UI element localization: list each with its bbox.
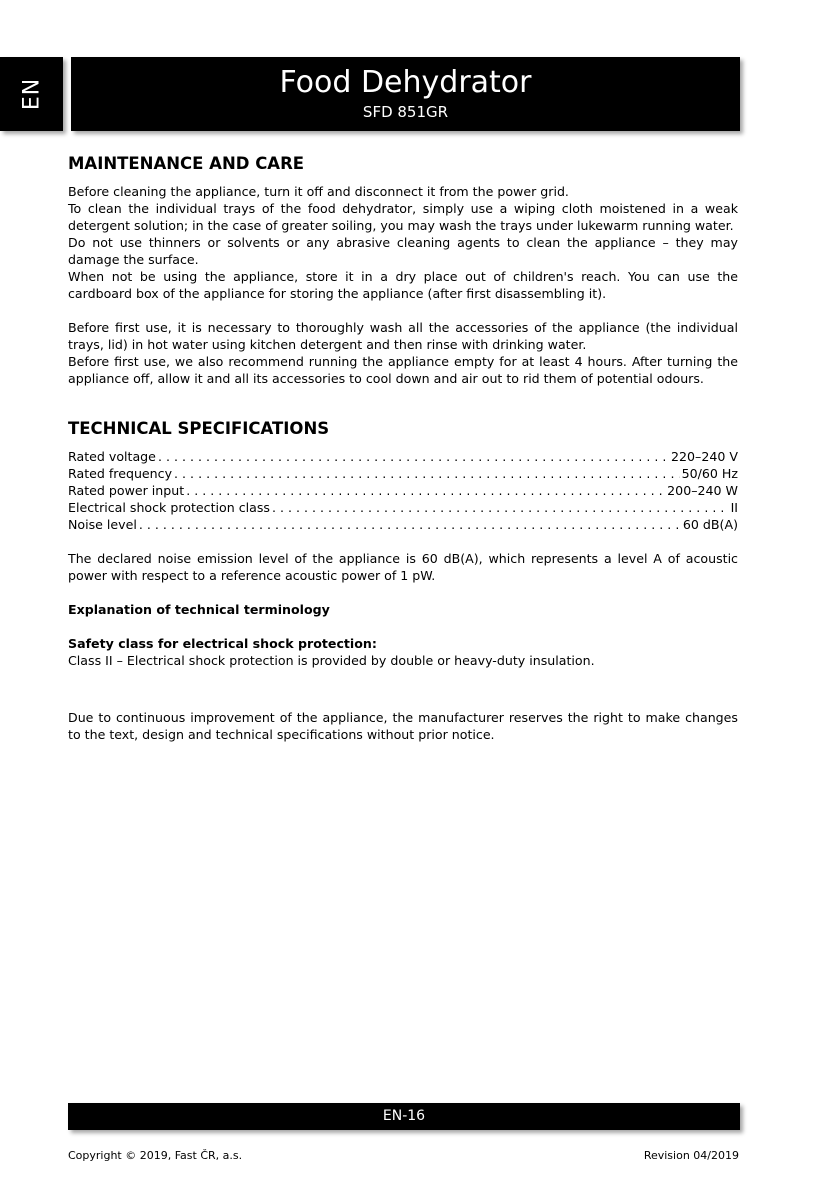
- safety-class-heading: Safety class for electrical shock protection:: [68, 636, 377, 651]
- page-title: Food Dehydrator: [279, 65, 532, 100]
- maintenance-paragraph: To clean the individual trays of the food dehydrator, simply use a wiping cloth moistened in a weak detergent solution; in the case of greater soiling, you may wash the trays under lukewarm running water.: [68, 201, 738, 233]
- noise-note: The declared noise emission level of the appliance is 60 dB(A), which represents a level A of acoustic power with respect to a reference acoustic power of 1 pW.: [68, 551, 738, 583]
- spec-row: [68, 499, 738, 516]
- spec-row: [68, 448, 738, 465]
- model-number: SFD 851GR: [362, 103, 449, 121]
- spec-label: Rated power input: [68, 483, 185, 498]
- spec-value: 200–240 W: [667, 483, 738, 498]
- content: [68, 153, 738, 743]
- spec-value: 220–240 V: [671, 449, 738, 464]
- maintenance-paragraph: Before first use, it is necessary to thoroughly wash all the accessories of the appliance (the individual trays, lid) in hot water using kitchen detergent and then rinse with drinking water.: [68, 320, 738, 352]
- header-bar: [71, 57, 740, 131]
- spec-label: Rated voltage: [68, 449, 156, 464]
- spec-value: 60 dB(A): [682, 517, 738, 532]
- spec-value: II: [730, 500, 738, 515]
- language-tab: [0, 57, 63, 131]
- spec-row: [68, 465, 738, 482]
- language-label: EN: [19, 77, 44, 111]
- spec-value: 50/60 Hz: [681, 466, 738, 481]
- spec-label: Noise level: [68, 517, 137, 532]
- spec-label: Electrical shock protection class: [68, 500, 270, 515]
- revision: Revision 04/2019: [643, 1149, 739, 1162]
- maintenance-paragraph: Before cleaning the appliance, turn it off and disconnect it from the power grid.: [68, 184, 569, 199]
- maintenance-paragraph: When not be using the appliance, store it in a dry place out of children's reach. You can use the cardboard box of the appliance for storing the appliance (after first disassembling it).: [68, 269, 738, 301]
- disclaimer: Due to continuous improvement of the appliance, the manufacturer reserves the right to make changes to the text, design and technical specifications without prior notice.: [68, 710, 738, 742]
- copyright: Copyright © 2019, Fast ČR, a.s.: [68, 1149, 243, 1162]
- safety-class-text: Class II – Electrical shock protection is provided by double or heavy-duty insulation.: [68, 653, 595, 668]
- maintenance-paragraph: Do not use thinners or solvents or any abrasive cleaning agents to clean the appliance – they may damage the surface.: [68, 235, 738, 267]
- specs-heading: TECHNICAL SPECIFICATIONS: [68, 419, 330, 438]
- maintenance-heading: MAINTENANCE AND CARE: [68, 154, 305, 173]
- maintenance-paragraph: Before first use, we also recommend running the appliance empty for at least 4 hours. After turning the appliance off, allow it and all its accessories to cool down and air out to rid them of potential odours.: [68, 354, 738, 386]
- page-number: EN-16: [382, 1108, 426, 1124]
- footer-bar: [68, 1103, 740, 1130]
- spec-label: Rated frequency: [68, 466, 173, 481]
- terminology-heading: Explanation of technical terminology: [68, 602, 330, 617]
- spec-row: [68, 516, 738, 533]
- spec-row: [68, 482, 738, 499]
